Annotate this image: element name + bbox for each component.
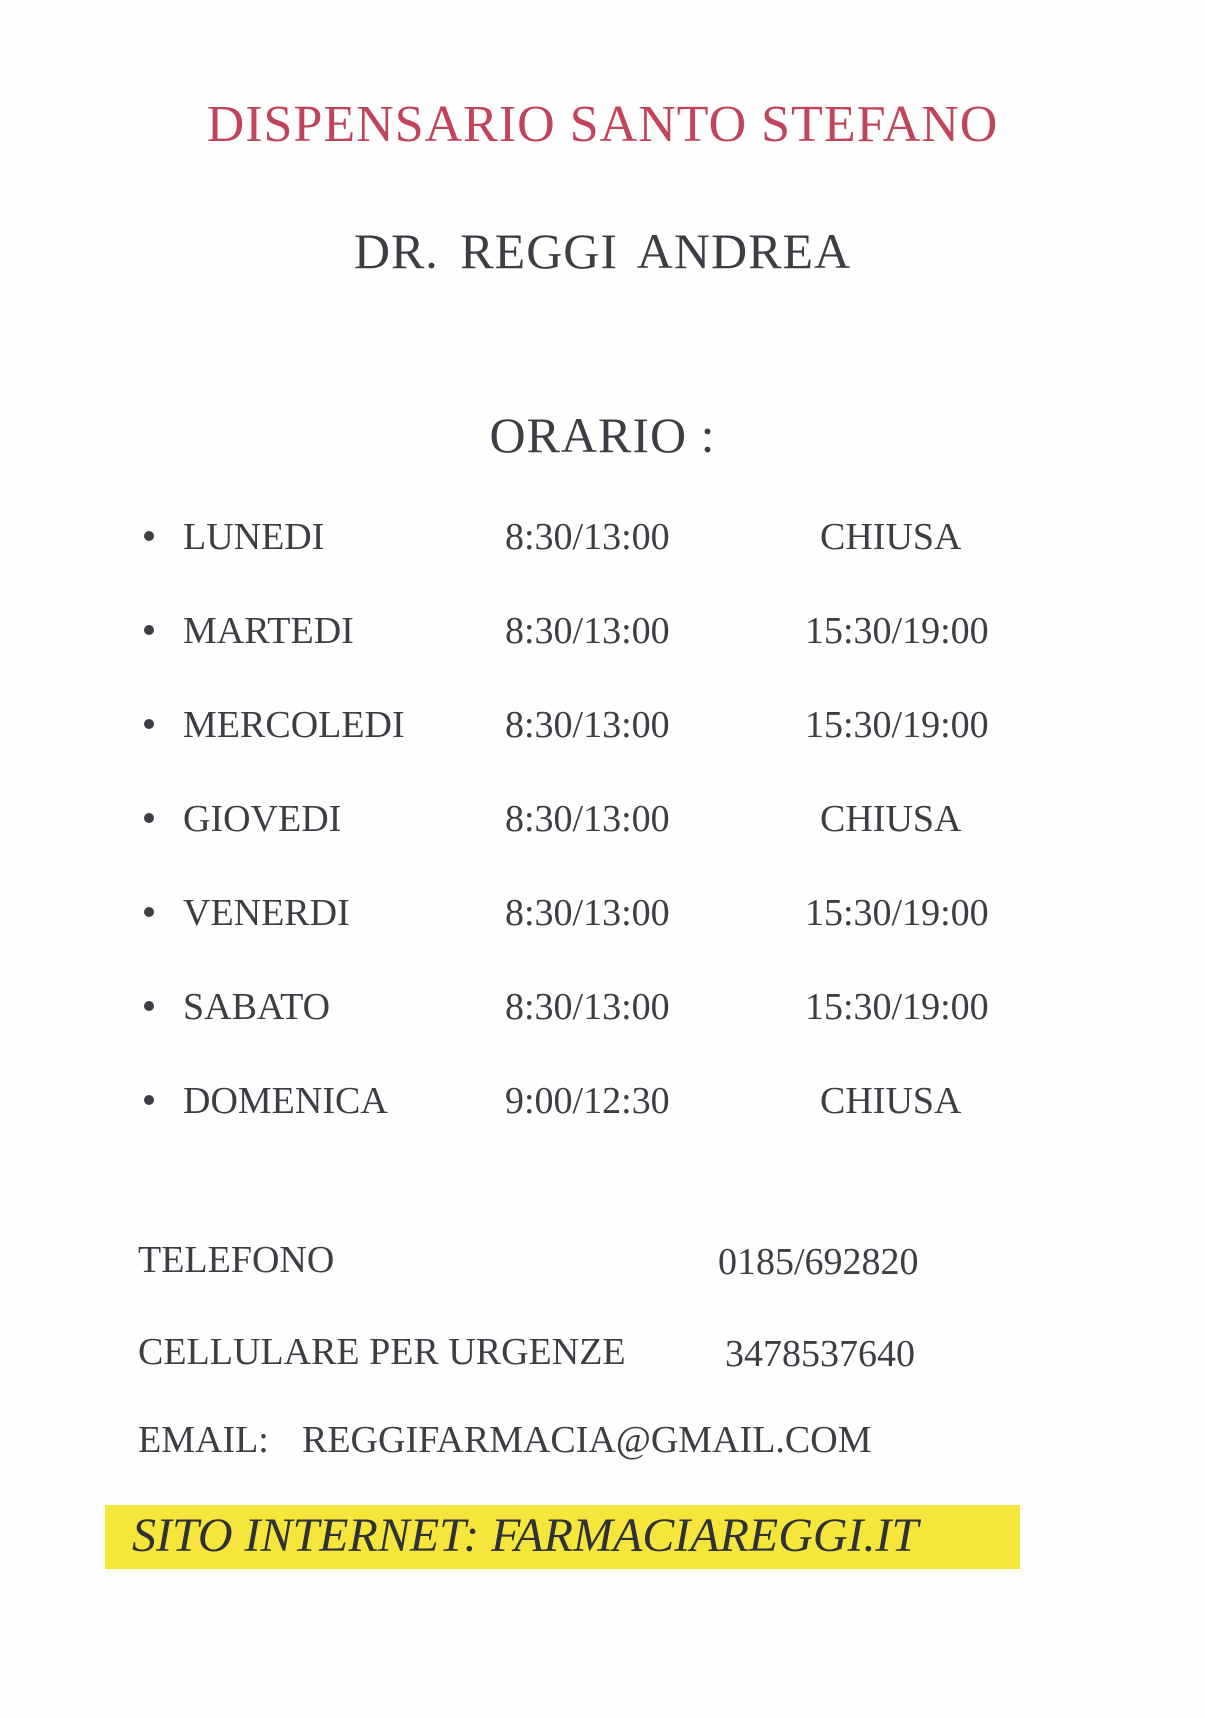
mobile-number: 3478537640: [725, 1333, 915, 1375]
afternoon-hours: 15:30/19:00: [805, 892, 989, 934]
afternoon-hours: 15:30/19:00: [805, 704, 989, 746]
phone-label: TELEFONO: [138, 1239, 335, 1281]
afternoon-hours: CHIUSA: [820, 1080, 962, 1122]
doctor-name: DR. REGGI ANDREA: [353, 223, 852, 279]
morning-hours: 8:30/13:00: [505, 892, 670, 934]
day-label: MARTEDI: [183, 610, 354, 652]
day-label: MERCOLEDI: [183, 704, 405, 746]
day-label: VENERDI: [183, 892, 350, 934]
hours-heading: ORARIO :: [489, 407, 716, 463]
day-label: SABATO: [183, 986, 331, 1028]
list-item: [140, 985, 1040, 1079]
list-item: [140, 1079, 1040, 1173]
afternoon-hours: 15:30/19:00: [805, 610, 989, 652]
day-label: LUNEDI: [183, 516, 325, 558]
list-item: [140, 891, 1040, 985]
website-text: SITO INTERNET: FARMACIAREGGI.IT: [132, 1509, 919, 1562]
afternoon-hours: CHIUSA: [820, 516, 962, 558]
bullet-icon: [144, 1095, 154, 1105]
bullet-icon: [144, 625, 154, 635]
bullet-icon: [144, 813, 154, 823]
bullet-icon: [144, 1001, 154, 1011]
opening-hours-list: [140, 515, 1040, 1173]
morning-hours: 8:30/13:00: [505, 704, 670, 746]
email-address: REGGIFARMACIA@GMAIL.COM: [302, 1419, 872, 1461]
phone-number: 0185/692820: [718, 1241, 919, 1283]
bullet-icon: [144, 907, 154, 917]
email-label: EMAIL:: [138, 1419, 269, 1461]
morning-hours: 8:30/13:00: [505, 516, 670, 558]
list-item: [140, 515, 1040, 609]
list-item: [140, 609, 1040, 703]
day-label: GIOVEDI: [183, 798, 342, 840]
morning-hours: 8:30/13:00: [505, 798, 670, 840]
afternoon-hours: 15:30/19:00: [805, 986, 989, 1028]
mobile-label: CELLULARE PER URGENZE: [138, 1331, 626, 1373]
list-item: [140, 797, 1040, 891]
day-label: DOMENICA: [183, 1080, 388, 1122]
page-title: DISPENSARIO SANTO STEFANO: [206, 96, 999, 153]
bullet-icon: [144, 531, 154, 541]
morning-hours: 8:30/13:00: [505, 986, 670, 1028]
bullet-icon: [144, 719, 154, 729]
afternoon-hours: CHIUSA: [820, 798, 962, 840]
morning-hours: 9:00/12:30: [505, 1080, 670, 1122]
morning-hours: 8:30/13:00: [505, 610, 670, 652]
list-item: [140, 703, 1040, 797]
